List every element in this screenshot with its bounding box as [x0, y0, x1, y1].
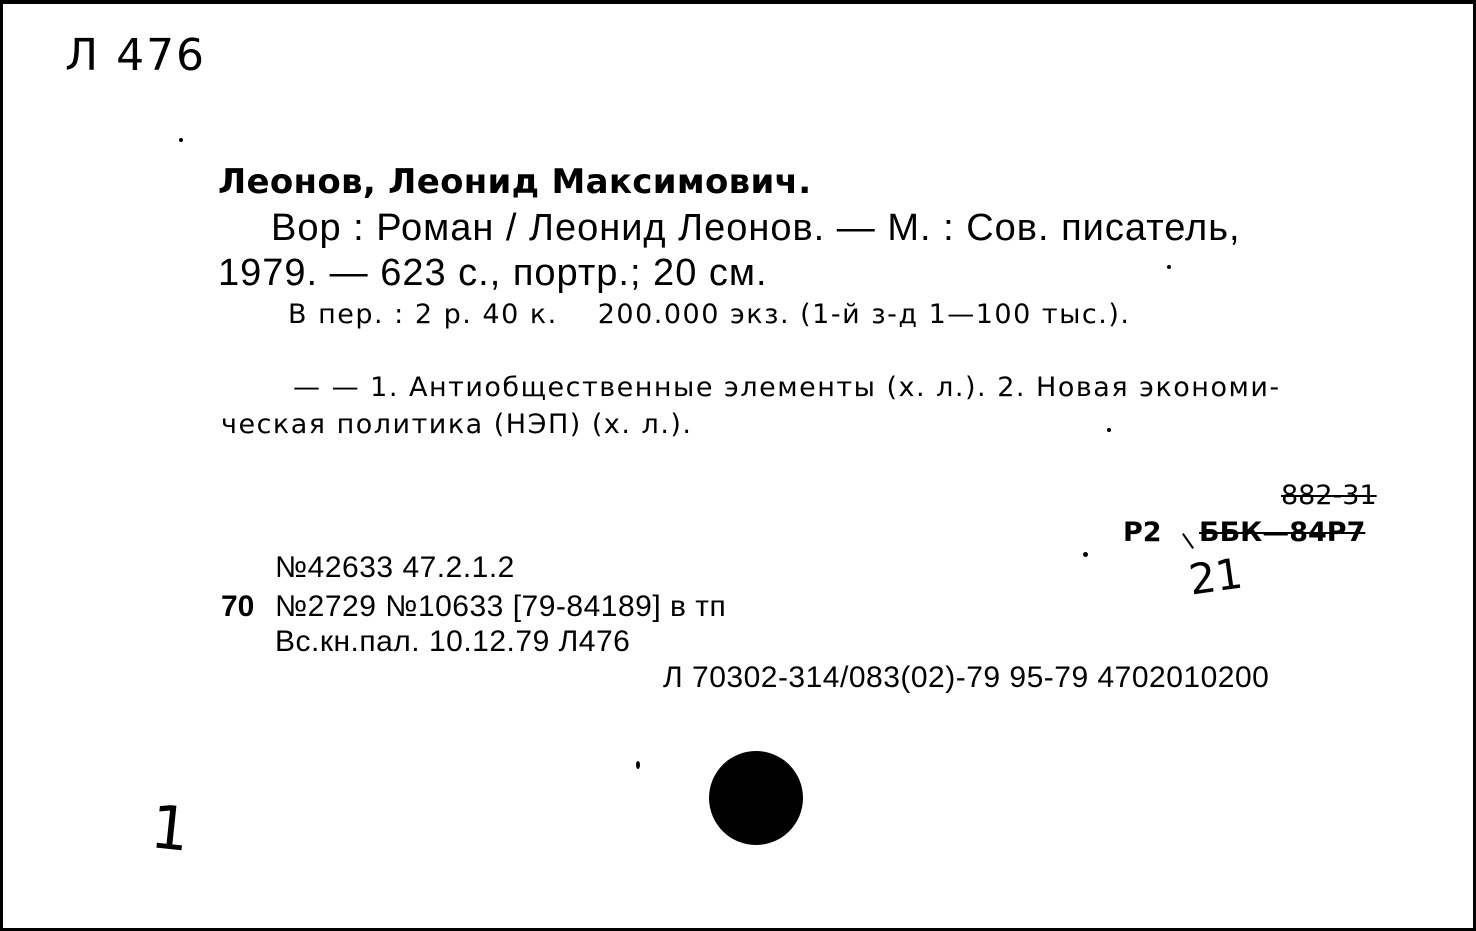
registration-line2: №2729 №10633 [79-84189] в тп — [275, 590, 727, 623]
subject-headings-line1: — — 1. Антиобщественные элементы (х. л.). 2. Новая экономи- — [293, 372, 1281, 403]
registration-prefix: 70 — [221, 590, 255, 623]
struck-classification: 882-31 — [1281, 480, 1377, 511]
handwritten-number: 21 — [1185, 548, 1246, 605]
call-number: Л 476 — [65, 30, 207, 81]
registration-line3: Вс.кн.пал. 10.12.79 Л476 — [275, 625, 631, 658]
print-run: 200.000 экз. (1-й з-д 1—100 тыс.). — [597, 299, 1131, 330]
price-and-print-run — [288, 301, 1130, 328]
classification-bbk: ББК—84Р7 — [1199, 517, 1366, 548]
speck — [179, 138, 183, 142]
handwritten-mark: 1 — [147, 792, 193, 866]
title-statement-line1: Вор : Роман / Леонид Леонов. — М. : Сов. писатель, — [271, 207, 1241, 249]
subject-headings-line2: ческая политика (НЭП) (х. л.). — [221, 409, 693, 440]
registration-line1: №42633 47.2.1.2 — [275, 551, 515, 584]
classification-p2: Р2 — [1123, 517, 1162, 548]
speck — [1107, 428, 1111, 432]
index-code-line: Л 70302-314/083(02)-79 95-79 4702010200 — [663, 661, 1270, 694]
author-heading: Леонов, Леонид Максимович. — [218, 162, 812, 202]
handwritten-stroke — [1182, 533, 1194, 549]
speck — [1083, 552, 1088, 557]
price: В пер. : 2 р. 40 к. — [288, 299, 558, 330]
punch-hole — [709, 751, 803, 845]
speck — [1167, 265, 1171, 269]
speck — [636, 761, 640, 769]
title-statement-line2: 1979. — 623 с., портр.; 20 см. — [218, 252, 768, 294]
